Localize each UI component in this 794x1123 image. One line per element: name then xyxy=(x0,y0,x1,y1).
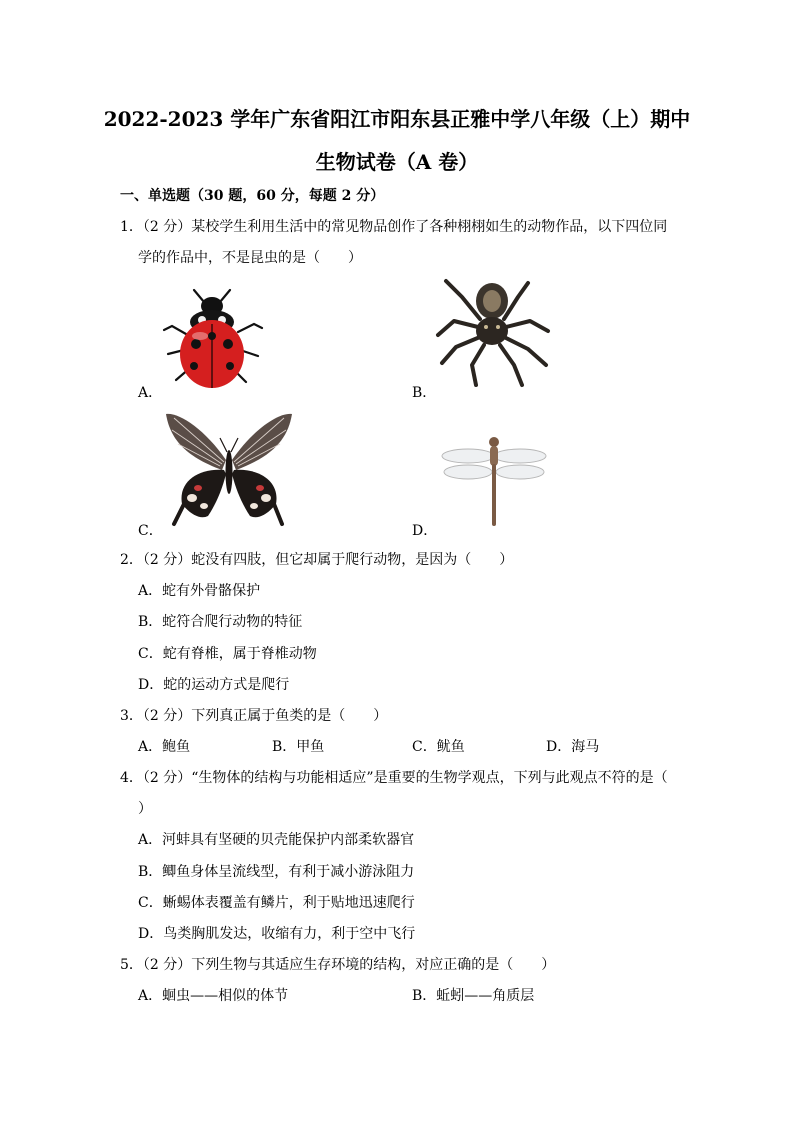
q2-option-a: A．蛇有外骨骼保护 xyxy=(138,583,261,599)
q4-option-b: B．鲫鱼身体呈流线型，有利于减小游泳阻力 xyxy=(138,864,415,880)
q3-option-a: A．鲍鱼 xyxy=(138,739,191,755)
q5-stem: 5．（2 分）下列生物与其适应生存环境的结构，对应正确的是（ ） xyxy=(120,957,556,973)
q4-stem-line2: ） xyxy=(138,801,152,817)
section-heading: 一、单选题（30 题，60 分，每题 2 分） xyxy=(120,188,385,204)
ladybug-image xyxy=(158,284,266,392)
q4-stem-line1: 4．（2 分）“生物体的结构与功能相适应”是重要的生物学观点，下列与此观点不符的是（ xyxy=(120,770,668,786)
q4-option-d: D．鸟类胸肌发达，收缩有力，利于空中飞行 xyxy=(138,926,416,942)
q1-option-c-label: C． xyxy=(138,523,163,539)
q4-option-a: A．河蚌具有坚硬的贝壳能保护内部柔软器官 xyxy=(138,832,415,848)
q3-option-d: D．海马 xyxy=(546,739,600,755)
q5-option-b: B．蚯蚓——角质层 xyxy=(412,988,535,1004)
q3-stem: 3．（2 分）下列真正属于鱼类的是（ ） xyxy=(120,708,388,724)
q1-stem-line1: 1．（2 分）某校学生利用生活中的常见物品创作了各种栩栩如生的动物作品，以下四位同 xyxy=(120,219,668,235)
q5-option-a: A．蛔虫——相似的体节 xyxy=(138,988,289,1004)
q2-option-d: D．蛇的运动方式是爬行 xyxy=(138,677,290,693)
q2-option-b: B．蛇符合爬行动物的特征 xyxy=(138,614,303,630)
spider-image xyxy=(432,275,554,391)
q1-option-a-label: A． xyxy=(138,385,163,401)
q3-option-c: C．鱿鱼 xyxy=(412,739,465,755)
q2-stem: 2．（2 分）蛇没有四肢，但它却属于爬行动物，是因为（ ） xyxy=(120,552,514,568)
exam-title-line1: 2022-2023 学年广东省阳江市阳东县正雅中学八年级（上）期中 xyxy=(103,107,691,131)
q3-option-b: B．甲鱼 xyxy=(272,739,325,755)
q1-option-d-label: D． xyxy=(412,523,438,539)
dragonfly-image xyxy=(440,434,548,530)
q2-option-c: C．蛇有脊椎，属于脊椎动物 xyxy=(138,646,317,662)
exam-title-line2: 生物试卷（A 卷） xyxy=(315,150,479,174)
butterfly-image xyxy=(164,408,294,532)
q1-option-b-label: B． xyxy=(412,385,437,401)
q4-option-c: C．蜥蜴体表覆盖有鳞片，利于贴地迅速爬行 xyxy=(138,895,415,911)
q1-stem-line2: 学的作品中，不是昆虫的是（ ） xyxy=(138,250,362,266)
